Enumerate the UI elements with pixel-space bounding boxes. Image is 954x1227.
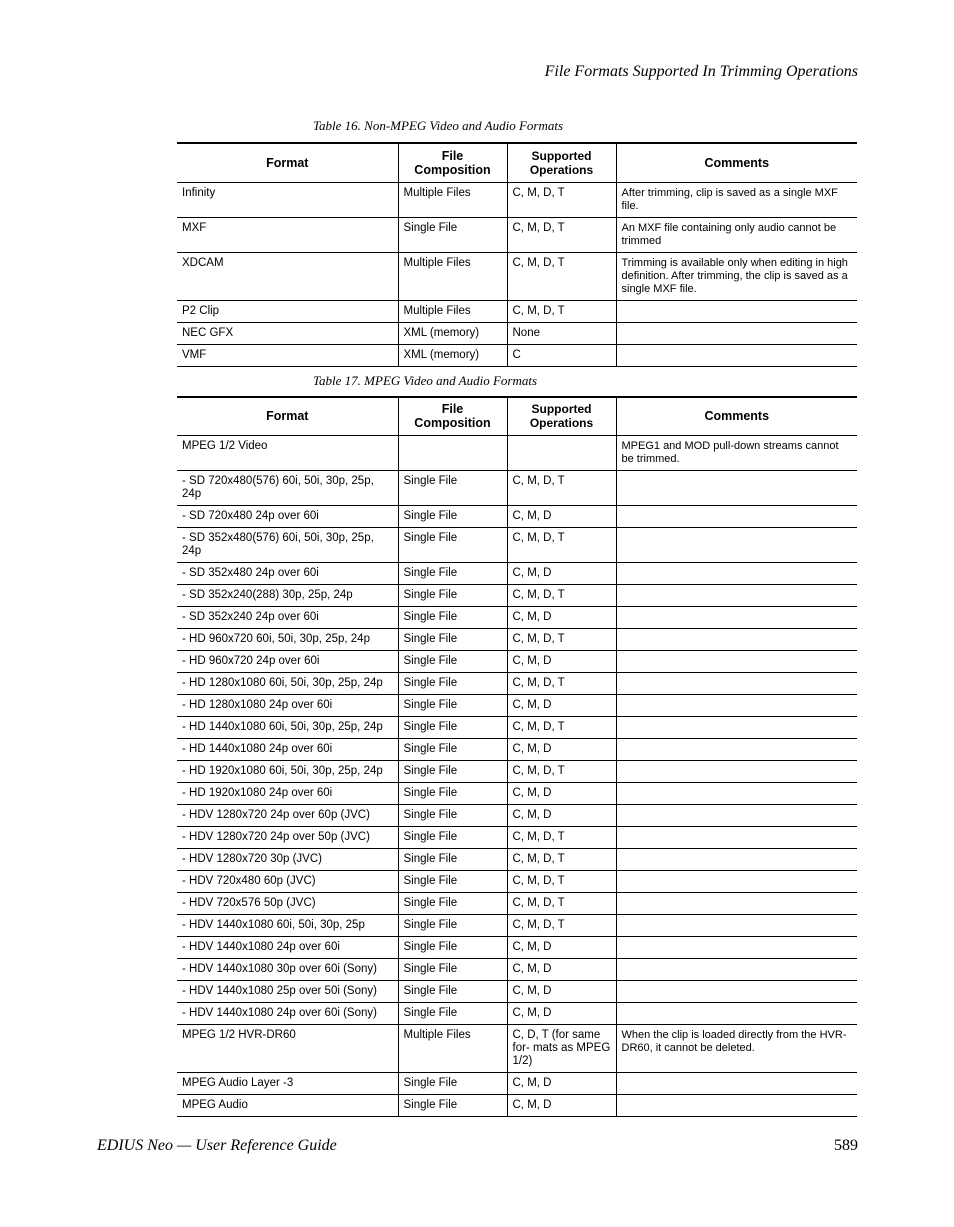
cell-supported-operations: C, M, D, T (507, 760, 616, 782)
table-row (177, 217, 857, 252)
cell-format: - SD 352x480(576) 60i, 50i, 30p, 25p, 24p (177, 527, 398, 562)
cell-file-composition: XML (memory) (398, 322, 507, 344)
cell-supported-operations: None (507, 322, 616, 344)
col-header-supported-operations: Supported Operations (507, 143, 616, 182)
cell-comments: After trimming, clip is saved as a single MXF file. (616, 182, 857, 217)
cell-comments (616, 782, 857, 804)
table-row (177, 344, 857, 366)
cell-format: MPEG Audio Layer -3 (177, 1072, 398, 1094)
col-header-file-composition: File Composition (398, 397, 507, 435)
table-row (177, 527, 857, 562)
cell-format: - HDV 1280x720 24p over 60p (JVC) (177, 804, 398, 826)
cell-file-composition: Single File (398, 892, 507, 914)
cell-supported-operations: C, M, D, T (507, 470, 616, 505)
cell-comments (616, 672, 857, 694)
cell-supported-operations: C, M, D (507, 606, 616, 628)
running-head: File Formats Supported In Trimming Operations (544, 63, 858, 80)
col-header-format: Format (177, 397, 398, 435)
table-row (177, 470, 857, 505)
table16-caption: Table 16. Non-MPEG Video and Audio Formats (313, 118, 564, 133)
table17-caption: Table 17. MPEG Video and Audio Formats (313, 373, 538, 388)
cell-format: - HD 1920x1080 60i, 50i, 30p, 25p, 24p (177, 760, 398, 782)
cell-comments (616, 1094, 857, 1116)
cell-file-composition: Single File (398, 584, 507, 606)
cell-format: - HDV 720x480 60p (JVC) (177, 870, 398, 892)
cell-format: - HDV 1440x1080 60i, 50i, 30p, 25p (177, 914, 398, 936)
cell-format: - HDV 1440x1080 30p over 60i (Sony) (177, 958, 398, 980)
table17 (177, 396, 857, 1117)
table16 (177, 142, 857, 367)
cell-comments (616, 848, 857, 870)
cell-format: - HDV 1280x720 30p (JVC) (177, 848, 398, 870)
cell-supported-operations: C, M, D (507, 804, 616, 826)
cell-comments: When the clip is loaded directly from the HVR- DR60, it cannot be deleted. (616, 1024, 857, 1072)
cell-file-composition: Single File (398, 760, 507, 782)
cell-file-composition: Single File (398, 606, 507, 628)
cell-supported-operations: C, M, D, T (507, 826, 616, 848)
cell-comments (616, 694, 857, 716)
cell-format: NEC GFX (177, 322, 398, 344)
table-row (177, 958, 857, 980)
cell-comments (616, 892, 857, 914)
cell-supported-operations: C, M, D (507, 980, 616, 1002)
cell-file-composition: Single File (398, 1094, 507, 1116)
cell-format: - HD 1440x1080 60i, 50i, 30p, 25p, 24p (177, 716, 398, 738)
cell-file-composition: Multiple Files (398, 300, 507, 322)
cell-comments (616, 650, 857, 672)
cell-comments (616, 470, 857, 505)
cell-supported-operations: C, M, D, T (507, 182, 616, 217)
cell-format: - HDV 1440x1080 24p over 60i (177, 936, 398, 958)
cell-supported-operations: C, M, D, T (507, 716, 616, 738)
cell-file-composition: Single File (398, 650, 507, 672)
cell-format: MPEG 1/2 HVR-DR60 (177, 1024, 398, 1072)
col-header-comments: Comments (616, 397, 857, 435)
cell-format: - HD 1280x1080 24p over 60i (177, 694, 398, 716)
cell-file-composition (398, 435, 507, 470)
cell-supported-operations: C, M, D (507, 1002, 616, 1024)
table-row (177, 1072, 857, 1094)
cell-format: P2 Clip (177, 300, 398, 322)
cell-format: - HD 960x720 24p over 60i (177, 650, 398, 672)
cell-file-composition: Single File (398, 936, 507, 958)
cell-format: - HDV 1280x720 24p over 50p (JVC) (177, 826, 398, 848)
cell-file-composition: Single File (398, 848, 507, 870)
cell-format: - SD 352x480 24p over 60i (177, 562, 398, 584)
cell-comments (616, 1002, 857, 1024)
table-row (177, 1002, 857, 1024)
cell-comments (616, 300, 857, 322)
table-row (177, 782, 857, 804)
table-row (177, 892, 857, 914)
table-row (177, 980, 857, 1002)
table-row (177, 562, 857, 584)
col-header-comments: Comments (616, 143, 857, 182)
cell-file-composition: Single File (398, 738, 507, 760)
cell-file-composition: Single File (398, 1002, 507, 1024)
cell-format: MPEG Audio (177, 1094, 398, 1116)
cell-format: - SD 352x240 24p over 60i (177, 606, 398, 628)
cell-supported-operations: C, M, D, T (507, 848, 616, 870)
table-row (177, 716, 857, 738)
cell-file-composition: Single File (398, 562, 507, 584)
cell-format: - SD 352x240(288) 30p, 25p, 24p (177, 584, 398, 606)
cell-supported-operations: C, M, D, T (507, 527, 616, 562)
table-row (177, 628, 857, 650)
cell-file-composition: Single File (398, 694, 507, 716)
cell-supported-operations: C, D, T (for same for- mats as MPEG 1/2) (507, 1024, 616, 1072)
cell-supported-operations (507, 435, 616, 470)
cell-file-composition: Multiple Files (398, 252, 507, 300)
table-row (177, 584, 857, 606)
table-row (177, 322, 857, 344)
cell-supported-operations: C, M, D (507, 936, 616, 958)
footer-guide-title: EDIUS Neo — User Reference Guide (97, 1137, 337, 1154)
cell-file-composition: Single File (398, 672, 507, 694)
cell-file-composition: Single File (398, 716, 507, 738)
cell-format: - SD 720x480(576) 60i, 50i, 30p, 25p, 24p (177, 470, 398, 505)
cell-supported-operations: C, M, D, T (507, 870, 616, 892)
page-number: 589 (834, 1137, 858, 1154)
table-row (177, 435, 857, 470)
cell-format: - HD 960x720 60i, 50i, 30p, 25p, 24p (177, 628, 398, 650)
table-row (177, 1094, 857, 1116)
cell-comments: An MXF file containing only audio cannot be trimmed (616, 217, 857, 252)
cell-supported-operations: C, M, D (507, 738, 616, 760)
cell-supported-operations: C, M, D (507, 694, 616, 716)
table-row (177, 760, 857, 782)
cell-format: VMF (177, 344, 398, 366)
cell-file-composition: Single File (398, 1072, 507, 1094)
cell-format: MPEG 1/2 Video (177, 435, 398, 470)
table-row (177, 252, 857, 300)
table-row (177, 694, 857, 716)
cell-file-composition: Single File (398, 980, 507, 1002)
cell-comments (616, 527, 857, 562)
cell-supported-operations: C, M, D, T (507, 892, 616, 914)
cell-file-composition: Single File (398, 782, 507, 804)
table-row (177, 1024, 857, 1072)
cell-comments (616, 606, 857, 628)
cell-supported-operations: C, M, D, T (507, 914, 616, 936)
cell-comments (616, 760, 857, 782)
cell-format: - HDV 1440x1080 25p over 50i (Sony) (177, 980, 398, 1002)
cell-format: - HD 1920x1080 24p over 60i (177, 782, 398, 804)
cell-file-composition: XML (memory) (398, 344, 507, 366)
cell-file-composition: Single File (398, 826, 507, 848)
cell-file-composition: Single File (398, 914, 507, 936)
cell-format: XDCAM (177, 252, 398, 300)
cell-supported-operations: C, M, D, T (507, 300, 616, 322)
cell-file-composition: Single File (398, 958, 507, 980)
cell-supported-operations: C, M, D (507, 1094, 616, 1116)
cell-format: - HDV 1440x1080 24p over 60i (Sony) (177, 1002, 398, 1024)
cell-comments (616, 804, 857, 826)
cell-file-composition: Single File (398, 470, 507, 505)
cell-supported-operations: C, M, D, T (507, 217, 616, 252)
cell-comments (616, 958, 857, 980)
table-row (177, 606, 857, 628)
cell-comments (616, 826, 857, 848)
col-header-format: Format (177, 143, 398, 182)
cell-file-composition: Single File (398, 804, 507, 826)
cell-supported-operations: C, M, D (507, 505, 616, 527)
cell-supported-operations: C, M, D (507, 650, 616, 672)
cell-format: - HD 1440x1080 24p over 60i (177, 738, 398, 760)
cell-supported-operations: C, M, D, T (507, 672, 616, 694)
cell-comments: Trimming is available only when editing in high definition. After trimming, the clip is saved as a single MXF file. (616, 252, 857, 300)
cell-format: - HDV 720x576 50p (JVC) (177, 892, 398, 914)
table-row (177, 300, 857, 322)
cell-supported-operations: C, M, D (507, 782, 616, 804)
col-header-supported-operations: Supported Operations (507, 397, 616, 435)
cell-comments (616, 584, 857, 606)
cell-comments (616, 936, 857, 958)
cell-supported-operations: C, M, D (507, 562, 616, 584)
table-row (177, 936, 857, 958)
cell-comments (616, 870, 857, 892)
cell-supported-operations: C, M, D (507, 958, 616, 980)
table-row (177, 804, 857, 826)
cell-supported-operations: C, M, D, T (507, 584, 616, 606)
cell-supported-operations: C, M, D, T (507, 252, 616, 300)
table-row (177, 738, 857, 760)
table-row (177, 182, 857, 217)
cell-file-composition: Multiple Files (398, 182, 507, 217)
table-row (177, 914, 857, 936)
cell-file-composition: Single File (398, 870, 507, 892)
table-row (177, 870, 857, 892)
cell-comments (616, 562, 857, 584)
cell-format: MXF (177, 217, 398, 252)
cell-file-composition: Multiple Files (398, 1024, 507, 1072)
table-row (177, 848, 857, 870)
cell-file-composition: Single File (398, 505, 507, 527)
cell-supported-operations: C, M, D, T (507, 628, 616, 650)
cell-comments: MPEG1 and MOD pull-down streams cannot be trimmed. (616, 435, 857, 470)
cell-comments (616, 344, 857, 366)
cell-comments (616, 980, 857, 1002)
cell-supported-operations: C, M, D (507, 1072, 616, 1094)
col-header-file-composition: File Composition (398, 143, 507, 182)
cell-comments (616, 914, 857, 936)
cell-format: Infinity (177, 182, 398, 217)
cell-comments (616, 505, 857, 527)
cell-file-composition: Single File (398, 527, 507, 562)
cell-file-composition: Single File (398, 217, 507, 252)
cell-comments (616, 322, 857, 344)
cell-comments (616, 1072, 857, 1094)
cell-format: - SD 720x480 24p over 60i (177, 505, 398, 527)
cell-file-composition: Single File (398, 628, 507, 650)
cell-supported-operations: C (507, 344, 616, 366)
cell-comments (616, 738, 857, 760)
cell-comments (616, 716, 857, 738)
table-row (177, 826, 857, 848)
table-row (177, 650, 857, 672)
cell-comments (616, 628, 857, 650)
table-row (177, 505, 857, 527)
table-row (177, 672, 857, 694)
cell-format: - HD 1280x1080 60i, 50i, 30p, 25p, 24p (177, 672, 398, 694)
